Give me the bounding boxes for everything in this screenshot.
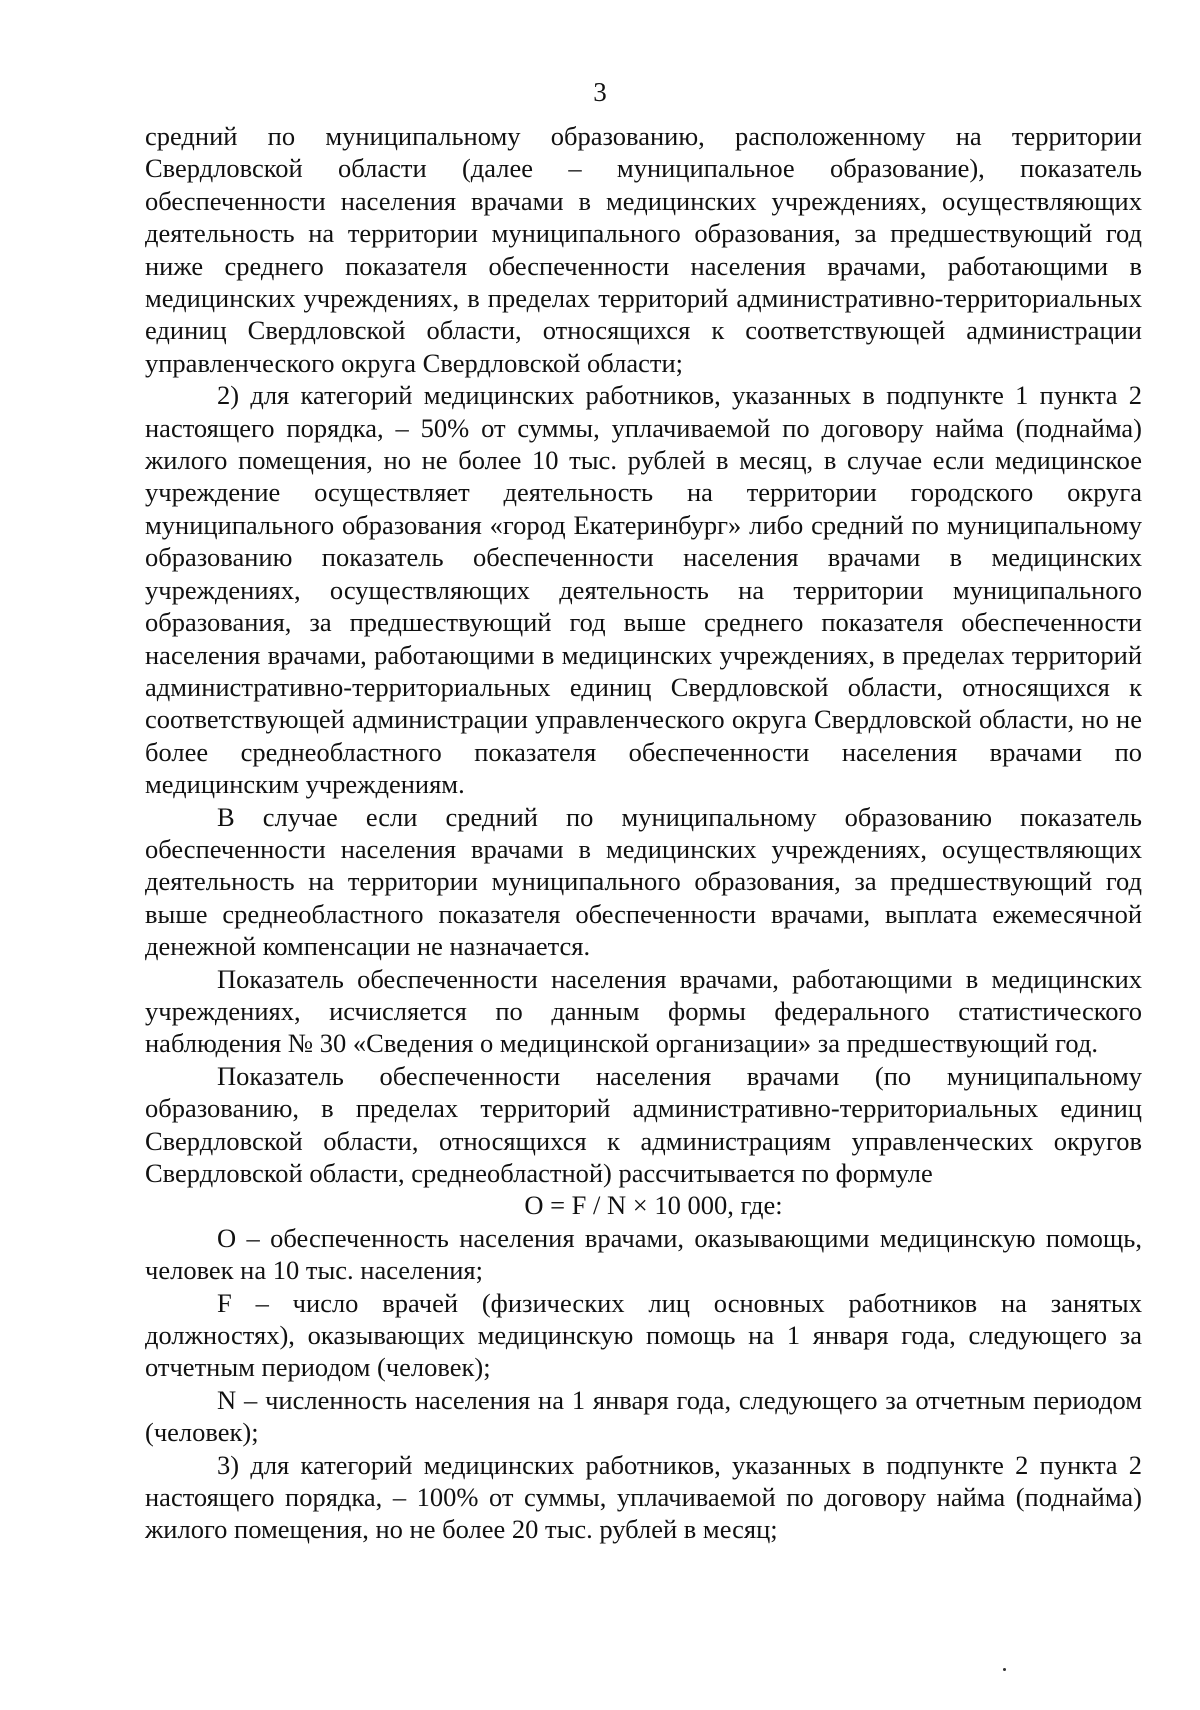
formula: O = F / N × 10 000, где:	[524, 1190, 783, 1221]
paragraph-exception: В случае если средний по муниципальному образованию показатель обеспеченности населения врачами в медицинских учреждениях, осуществляющих деятельность на территории муниципального образования, за предшествующий год выше среднеобластного показателя обеспеченности врачами, выплата ежемесячной денежной компенсации не назначается.	[145, 801, 1142, 962]
document-body	[145, 120, 1142, 1546]
page-number: 3	[593, 77, 607, 107]
paragraph-indicator-formula-intro: Показатель обеспеченности населения врачами (по муниципальному образованию, в пределах территорий административно-территориальных единиц Свердловской области, относящихся к администрациям управленческих округов Свердловской области, среднеобластной) рассчитывается по формуле	[145, 1060, 1142, 1188]
paragraph-item-2: 2) для категорий медицинских работников, указанных в подпункте 1 пункта 2 настоящего порядка, – 50% от суммы, уплачиваемой по договору найма (поднайма) жилого помещения, но не более 10 тыс. рублей в месяц, в случае если медицинское учреждение осуществляет деятельность на территории городского округа муниципального образования «город Екатеринбург» либо средний по муниципальному образованию показатель обеспеченности населения врачами в медицинских учреждениях, осуществляющих деятельность на территории муниципального образования, за предшествующий год выше среднего показателя обеспеченности населения врачами, работающими в медицинских учреждениях, в пределах территорий административно-территориальных единиц Свердловской области, относящихся к соответствующей администрации управленческого округа Свердловской области, но не более среднеобластного показателя обеспеченности населения врачами по медицинским учреждениям.	[145, 380, 1142, 800]
paragraph-definition-n: N – численность населения на 1 января года, следующего за отчетным периодом (человек);	[145, 1384, 1142, 1448]
paragraph-definition-f: F – число врачей (физических лиц основных работников на занятых должностях), оказывающих медицинскую помощь на 1 января года, следующего за отчетным периодом (человек);	[145, 1287, 1142, 1383]
paragraph-definition-o: O – обеспеченность населения врачами, оказывающими медицинскую помощь, человек на 10 тыс. населения;	[145, 1222, 1142, 1286]
paragraph-item-3: 3) для категорий медицинских работников, указанных в подпункте 2 пункта 2 настоящего порядка, – 100% от суммы, уплачиваемой по договору найма (поднайма) жилого помещения, но не более 20 тыс. рублей в месяц;	[145, 1449, 1142, 1545]
paragraph-indicator-source: Показатель обеспеченности населения врачами, работающими в медицинских учреждениях, исчисляется по данным формы федерального статистического наблюдения № 30 «Сведения о медицинской организации» за предшествующий год.	[145, 963, 1142, 1059]
paragraph-continuation: средний по муниципальному образованию, расположенному на территории Свердловской области (далее – муниципальное образование), показатель обеспеченности населения врачами в медицинских учреждениях, осуществляющих деятельность на территории муниципального образования, за предшествующий год ниже среднего показателя обеспеченности населения врачами, работающими в медицинских учреждениях, в пределах территорий административно-территориальных единиц Свердловской области, относящихся к соответствующей администрации управленческого округа Свердловской области;	[145, 121, 1142, 378]
scan-dot-mark	[1003, 1668, 1006, 1671]
